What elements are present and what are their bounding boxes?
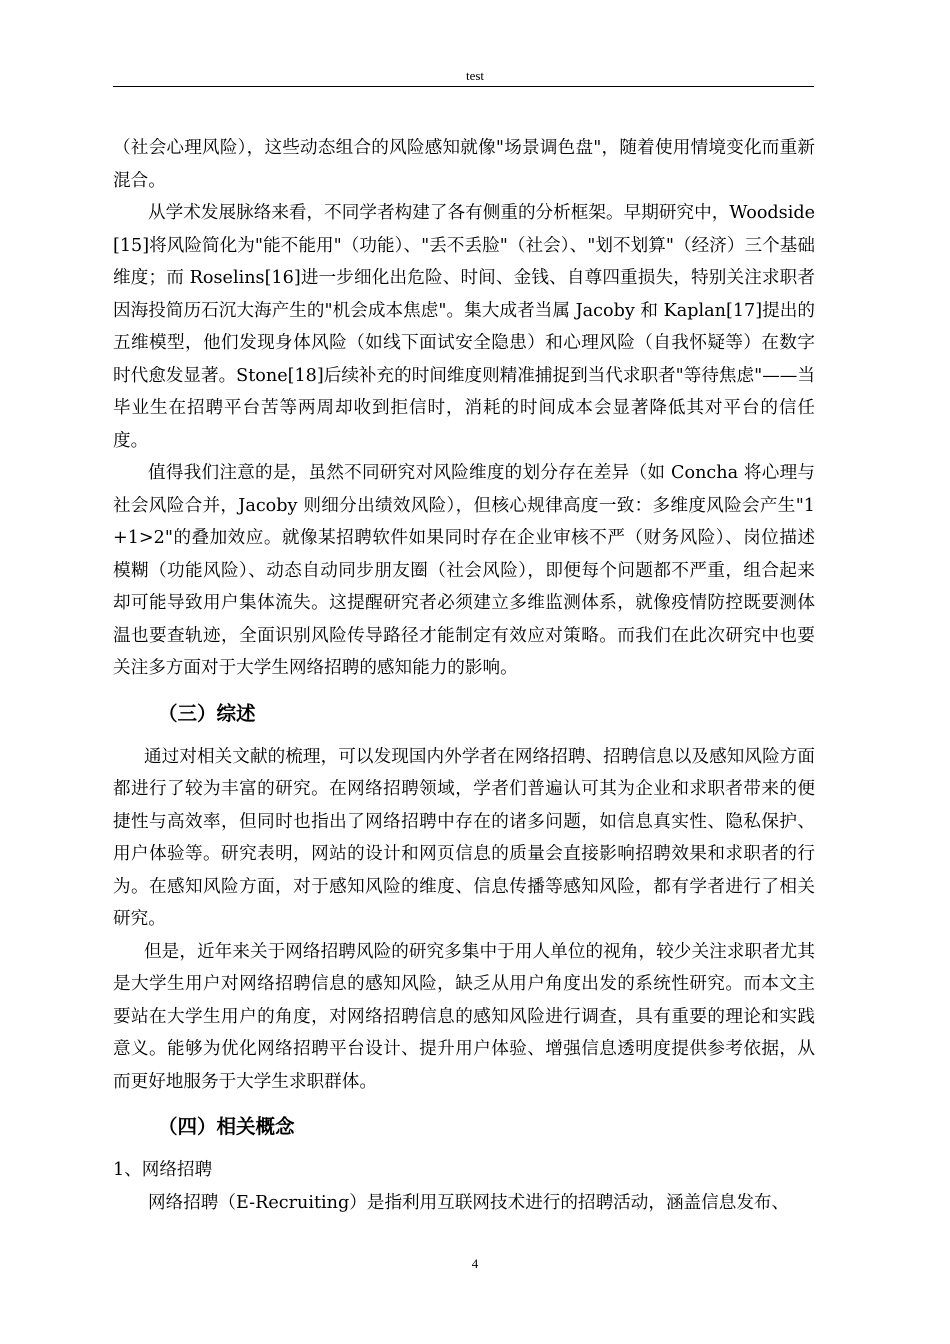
paragraph-4: 通过对相关文献的梳理，可以发现国内外学者在网络招聘、招聘信息以及感知风险方面都进行了较为丰富的研究。在网络招聘领域，学者们普遍认可其为企业和求职者带来的便捷性与高效率，但同时也指出了网络招聘中存在的诸多问题，如信息真实性、隐私保护、用户体验等。研究表明，网站的设计和网页信息的质量会直接影响招聘效果和求职者的行为。在感知风险方面，对于感知风险的维度、信息传播等感知风险，都有学者进行了相关研究。 — [113, 746, 815, 929]
paragraph-6: 网络招聘（E-Recruiting）是指利用互联网技术进行的招聘活动，涵盖信息发布、 — [148, 1192, 790, 1213]
document-body — [113, 132, 815, 1219]
section-heading-3: （三）综述 — [158, 701, 256, 725]
paragraph-2: 从学术发展脉络来看，不同学者构建了各有侧重的分析框架。早期研究中，Woodside[15]将风险简化为"能不能用"（功能）、"丢不丢脸"（社会）、"划不划算"（经济）三个基础维度；而 Roselins[16]进一步细化出危险、时间、金钱、自尊四重损失，特别关注求职者因海投简历石沉大海产生的"机会成本焦虑"。集大成者当属 Jacoby 和 Kaplan[17]提出的五维模型，他们发现身体风险（如线下面试安全隐患）和心理风险（自我怀疑等）在数字时代愈发显著。Stone[18]后续补充的时间维度则精准捕捉到当代求职者"等待焦虑"——当毕业生在招聘平台苦等两周却收到拒信时，消耗的时间成本会显著降低其对平台的信任度。 — [113, 203, 815, 451]
paragraph-5: 但是，近年来关于网络招聘风险的研究多集中于用人单位的视角，较少关注求职者尤其是大学生用户对网络招聘信息的感知风险，缺乏从用户角度出发的系统性研究。而本文主要站在大学生用户的角度，对网络招聘信息的感知风险进行调查，具有重要的理论和实践意义。能够为优化网络招聘平台设计、提升用户体验、增强信息透明度提供参考依据，从而更好地服务于大学生求职群体。 — [113, 941, 815, 1092]
paragraph-3: 值得我们注意的是，虽然不同研究对风险维度的划分存在差异（如 Concha 将心理与社会风险合并，Jacoby 则细分出绩效风险），但核心规律高度一致：多维度风险会产生"1+1>2"的叠加效应。就像某招聘软件如果同时存在企业审核不严（财务风险）、岗位描述模糊（功能风险）、动态自动同步朋友圈（社会风险），即便每个问题都不严重，组合起来却可能导致用户集体流失。这提醒研究者必须建立多维监测体系，就像疫情防控既要测体温也要查轨迹，全面识别风险传导路径才能制定有效应对策略。而我们在此次研究中也要关注多方面对于大学生网络招聘的感知能力的影响。 — [113, 463, 815, 678]
header-divider — [113, 86, 814, 87]
subheading-1: 1、网络招聘 — [113, 1160, 213, 1180]
page-header-title: test — [465, 68, 485, 83]
section-heading-4: （四）相关概念 — [158, 1115, 295, 1138]
paragraph-1: （社会心理风险），这些动态组合的风险感知就像"场景调色盘"，随着使用情境变化而重新混合。 — [113, 138, 815, 191]
page-number: 4 — [471, 1256, 479, 1271]
